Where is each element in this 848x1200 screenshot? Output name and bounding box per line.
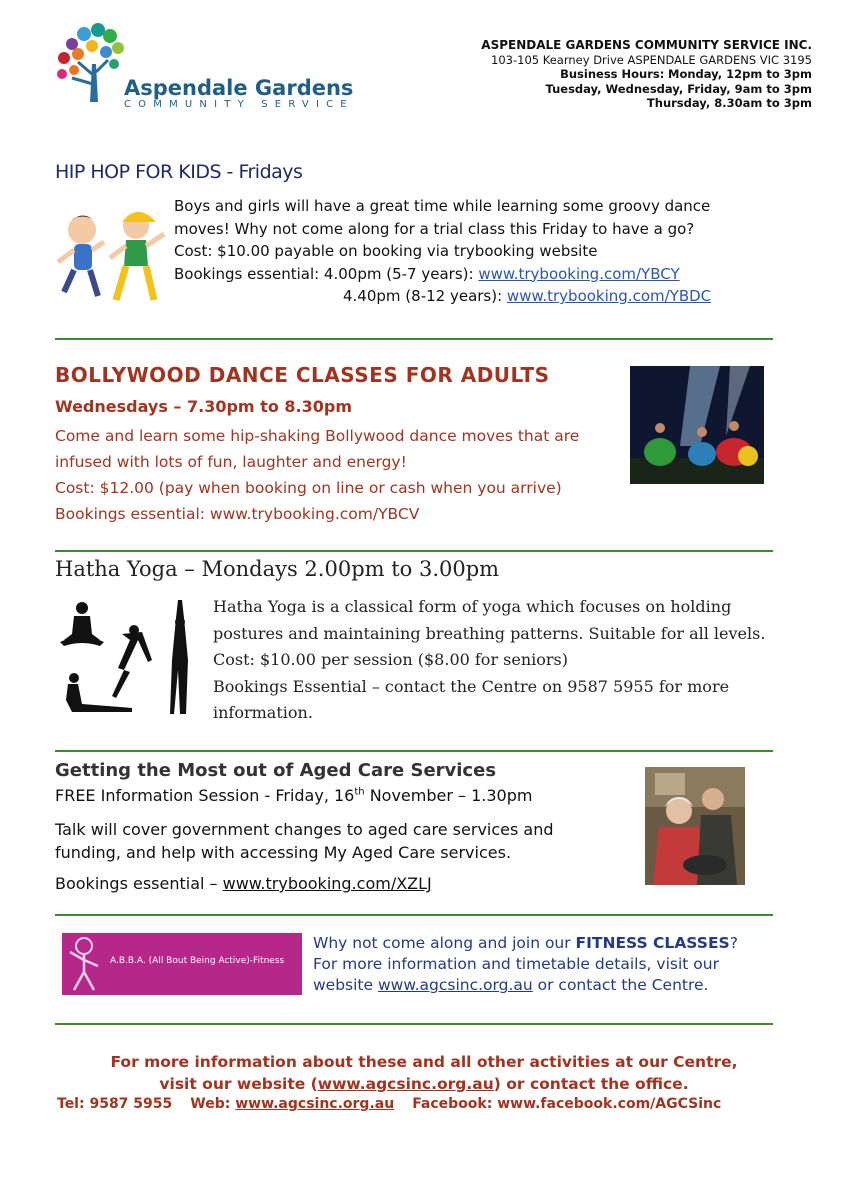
divider — [55, 914, 773, 916]
footer-web-link[interactable]: www.agcsinc.org.au — [235, 1096, 395, 1112]
fitness-line: Why not come along and join our — [313, 934, 576, 952]
fitness-punct: ? — [729, 934, 738, 952]
hours-label: Business Hours: — [560, 67, 665, 81]
divider — [55, 550, 773, 552]
yoga-line: postures and maintaining breathing patterns. Suitable for all levels. — [213, 623, 766, 643]
bollywood-title: BOLLYWOOD DANCE CLASSES FOR ADULTS — [55, 363, 550, 387]
org-address: 103-105 Kearney Drive ASPENDALE GARDENS VIC 3195 — [491, 52, 812, 67]
footer-info — [40, 1051, 808, 1095]
hiphop-title: HIP HOP FOR KIDS - Fridays — [55, 161, 303, 183]
hiphop-cost: Cost: $10.00 payable on booking via trybooking website — [174, 242, 598, 260]
fitness-line-end: or contact the Centre. — [532, 976, 709, 994]
aged-care-session — [55, 786, 532, 805]
bollywood-body — [55, 423, 625, 527]
org-name: ASPENDALE GARDENS COMMUNITY SERVICE INC. — [481, 38, 812, 52]
elderly-couple-photo — [645, 767, 745, 885]
bollywood-cost: Cost: $12.00 (pay when booking on line or cash when you arrive) — [55, 479, 562, 497]
footer-facebook[interactable]: Facebook: www.facebook.com/AGCSinc — [412, 1096, 722, 1112]
hiphop-line: Boys and girls will have a great time while learning some groovy dance — [174, 197, 711, 215]
bollywood-line: Come and learn some hip-shaking Bollywood dance moves that are — [55, 427, 580, 445]
fitness-line: website — [313, 976, 378, 994]
yoga-poses-icon — [52, 600, 202, 720]
divider — [55, 338, 773, 340]
divider — [55, 1023, 773, 1025]
date-suffix: th — [354, 786, 365, 798]
header-info — [481, 38, 812, 111]
yoga-booking: Bookings Essential – contact the Centre on 9587 5955 for more — [213, 676, 730, 696]
hiphop-booking-label: Bookings essential: 4.00pm (5-7 years): — [174, 264, 479, 283]
abba-banner-text: A.B.B.A. (All Bout Being Active)-Fitness — [110, 956, 285, 966]
bollywood-booking: Bookings essential: www.trybooking.com/YBCV — [55, 505, 420, 523]
logo-name: Aspendale Gardens — [124, 76, 354, 100]
footer-contacts — [57, 1096, 721, 1112]
aged-care-booking — [55, 874, 432, 893]
divider — [55, 750, 773, 752]
aged-care-line: funding, and help with accessing My Aged Care services. — [55, 843, 512, 862]
hiphop-booking-label-2: 4.40pm (8-12 years): — [343, 287, 507, 305]
yoga-cost: Cost: $10.00 per session ($8.00 for seniors) — [213, 650, 569, 669]
hours-monday: Monday, 12pm to 3pm — [668, 67, 812, 81]
fitness-classes-label: FITNESS CLASSES — [575, 934, 730, 952]
yoga-body — [213, 594, 773, 727]
session-time: November – 1.30pm — [364, 786, 533, 805]
aged-care-link[interactable]: www.trybooking.com/XZLJ — [222, 874, 432, 893]
yoga-line: Hatha Yoga is a classical form of yoga which focuses on holding — [213, 597, 732, 616]
fitness-website-link[interactable]: www.agcsinc.org.au — [377, 976, 533, 994]
fitness-info — [313, 933, 773, 996]
bollywood-line: infused with lots of fun, laughter and energy! — [55, 453, 407, 471]
dancer-silhouette-icon — [64, 936, 104, 992]
fitness-line: For more information and timetable details, visit our — [313, 955, 719, 973]
aged-care-title: Getting the Most out of Aged Care Services — [55, 760, 497, 781]
footer-line-end: ) or contact the office. — [493, 1075, 689, 1093]
footer-website-link[interactable]: www.agcsinc.org.au — [317, 1075, 494, 1093]
aged-care-booking-label: Bookings essential – — [55, 874, 223, 893]
hiphop-line: moves! Why not come along for a trial class this Friday to have a go? — [174, 219, 695, 238]
session-date: FREE Information Session - Friday, 16 — [55, 786, 355, 805]
aged-care-line: Talk will cover government changes to aged care services and — [55, 820, 554, 839]
bollywood-schedule: Wednesdays – 7.30pm to 8.30pm — [55, 397, 352, 416]
hiphop-link-8-12[interactable]: www.trybooking.com/YBDC — [506, 287, 712, 305]
aged-care-body — [55, 818, 630, 864]
hours-thursday: Thursday, 8.30am to 3pm — [646, 96, 812, 110]
kids-dancing-icon — [52, 200, 170, 310]
hiphop-body — [174, 195, 774, 308]
footer-line: visit our website ( — [159, 1075, 318, 1093]
yoga-booking: information. — [213, 703, 313, 722]
hours-tue-wed-fri: Tuesday, Wednesday, Friday, 9am to 3pm — [545, 81, 812, 96]
yoga-title: Hatha Yoga – Mondays 2.00pm to 3.00pm — [55, 557, 500, 581]
hiphop-link-5-7[interactable]: www.trybooking.com/YBCY — [478, 264, 680, 283]
footer-phone: Tel: 9587 5955 — [57, 1096, 173, 1112]
footer-line: For more information about these and all other activities at our Centre, — [110, 1053, 738, 1071]
footer-web-label: Web: — [190, 1096, 236, 1112]
bollywood-dancers-photo — [630, 366, 764, 484]
logo-subtitle: COMMUNITY SERVICE — [124, 99, 354, 110]
